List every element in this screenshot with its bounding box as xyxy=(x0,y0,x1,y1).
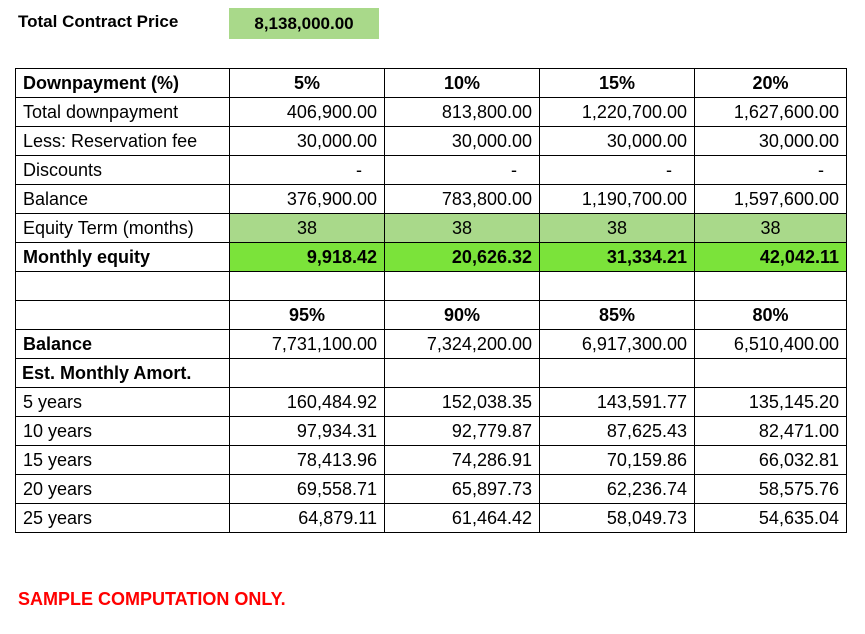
empty-cell[interactable] xyxy=(540,272,695,301)
row-label: Discounts xyxy=(16,156,230,185)
row-label: Equity Term (months) xyxy=(16,214,230,243)
monthly-equity-row xyxy=(16,243,847,272)
dp-col-header: 5% xyxy=(230,69,385,98)
cell[interactable]: 92,779.87 xyxy=(385,417,540,446)
cell[interactable]: - xyxy=(230,156,385,185)
cell[interactable]: 30,000.00 xyxy=(540,127,695,156)
cell[interactable]: 6,510,400.00 xyxy=(695,330,847,359)
cell[interactable]: 65,897.73 xyxy=(385,475,540,504)
computation-table xyxy=(15,68,847,533)
cell[interactable]: 135,145.20 xyxy=(695,388,847,417)
cell[interactable]: 42,042.11 xyxy=(695,243,847,272)
spacer-row xyxy=(16,272,847,301)
row-label: Less: Reservation fee xyxy=(16,127,230,156)
row-label: 5 years xyxy=(16,388,230,417)
cell[interactable]: 7,324,200.00 xyxy=(385,330,540,359)
fin-col-header: 90% xyxy=(385,301,540,330)
cell[interactable]: 38 xyxy=(385,214,540,243)
total-downpayment-row xyxy=(16,98,847,127)
empty-cell[interactable] xyxy=(695,359,847,388)
dp-col-header: 15% xyxy=(540,69,695,98)
cell[interactable]: 74,286.91 xyxy=(385,446,540,475)
amort-title: Est. Monthly Amort. xyxy=(16,359,230,388)
empty-cell[interactable] xyxy=(540,359,695,388)
cell[interactable]: - xyxy=(695,156,847,185)
cell[interactable]: 66,032.81 xyxy=(695,446,847,475)
cell[interactable]: 61,464.42 xyxy=(385,504,540,533)
amort-row-5y xyxy=(16,388,847,417)
cell[interactable]: 30,000.00 xyxy=(385,127,540,156)
row-label: Total downpayment xyxy=(16,98,230,127)
cell[interactable]: 58,049.73 xyxy=(540,504,695,533)
amort-row-20y xyxy=(16,475,847,504)
total-contract-price-label: Total Contract Price xyxy=(18,12,179,31)
row-label: 10 years xyxy=(16,417,230,446)
cell[interactable]: 7,731,100.00 xyxy=(230,330,385,359)
cell[interactable]: 31,334.21 xyxy=(540,243,695,272)
cell[interactable]: 62,236.74 xyxy=(540,475,695,504)
cell[interactable]: 70,159.86 xyxy=(540,446,695,475)
cell[interactable]: 30,000.00 xyxy=(695,127,847,156)
empty-cell[interactable] xyxy=(230,272,385,301)
financing-balance-row xyxy=(16,330,847,359)
dp-col-header: 20% xyxy=(695,69,847,98)
cell[interactable]: 69,558.71 xyxy=(230,475,385,504)
row-label: 25 years xyxy=(16,504,230,533)
row-label: 15 years xyxy=(16,446,230,475)
amort-row-10y xyxy=(16,417,847,446)
financing-header-row xyxy=(16,301,847,330)
amort-row-25y xyxy=(16,504,847,533)
empty-cell[interactable] xyxy=(385,272,540,301)
amort-row-15y xyxy=(16,446,847,475)
fin-col-header: 85% xyxy=(540,301,695,330)
reservation-fee-row xyxy=(16,127,847,156)
cell[interactable]: 38 xyxy=(695,214,847,243)
amort-title-row xyxy=(16,359,847,388)
sample-computation-note: SAMPLE COMPUTATION ONLY. xyxy=(18,589,286,609)
cell[interactable]: - xyxy=(540,156,695,185)
cell[interactable]: 97,934.31 xyxy=(230,417,385,446)
cell[interactable]: 1,597,600.00 xyxy=(695,185,847,214)
empty-cell[interactable] xyxy=(16,301,230,330)
cell[interactable]: 376,900.00 xyxy=(230,185,385,214)
fin-col-header: 80% xyxy=(695,301,847,330)
cell[interactable]: 1,220,700.00 xyxy=(540,98,695,127)
cell[interactable]: 9,918.42 xyxy=(230,243,385,272)
cell[interactable]: 1,627,600.00 xyxy=(695,98,847,127)
cell[interactable]: 143,591.77 xyxy=(540,388,695,417)
cell[interactable]: 1,190,700.00 xyxy=(540,185,695,214)
cell[interactable]: 30,000.00 xyxy=(230,127,385,156)
cell[interactable]: 20,626.32 xyxy=(385,243,540,272)
discounts-row xyxy=(16,156,847,185)
cell[interactable]: 38 xyxy=(230,214,385,243)
cell[interactable]: 813,800.00 xyxy=(385,98,540,127)
cell[interactable]: 64,879.11 xyxy=(230,504,385,533)
downpayment-title: Downpayment (%) xyxy=(16,69,230,98)
cell[interactable]: 406,900.00 xyxy=(230,98,385,127)
cell[interactable]: - xyxy=(385,156,540,185)
cell[interactable]: 38 xyxy=(540,214,695,243)
empty-cell[interactable] xyxy=(695,272,847,301)
row-label: Monthly equity xyxy=(16,243,230,272)
downpayment-header-row xyxy=(16,69,847,98)
cell[interactable]: 160,484.92 xyxy=(230,388,385,417)
dp-balance-row xyxy=(16,185,847,214)
cell[interactable]: 783,800.00 xyxy=(385,185,540,214)
empty-cell[interactable] xyxy=(230,359,385,388)
fin-col-header: 95% xyxy=(230,301,385,330)
cell[interactable]: 152,038.35 xyxy=(385,388,540,417)
row-label: 20 years xyxy=(16,475,230,504)
row-label: Balance xyxy=(16,330,230,359)
cell[interactable]: 87,625.43 xyxy=(540,417,695,446)
cell[interactable]: 58,575.76 xyxy=(695,475,847,504)
dp-col-header: 10% xyxy=(385,69,540,98)
cell[interactable]: 82,471.00 xyxy=(695,417,847,446)
cell[interactable]: 6,917,300.00 xyxy=(540,330,695,359)
empty-cell[interactable] xyxy=(16,272,230,301)
cell[interactable]: 78,413.96 xyxy=(230,446,385,475)
empty-cell[interactable] xyxy=(385,359,540,388)
equity-term-row xyxy=(16,214,847,243)
cell[interactable]: 54,635.04 xyxy=(695,504,847,533)
total-contract-price-value[interactable]: 8,138,000.00 xyxy=(229,8,379,39)
row-label: Balance xyxy=(16,185,230,214)
